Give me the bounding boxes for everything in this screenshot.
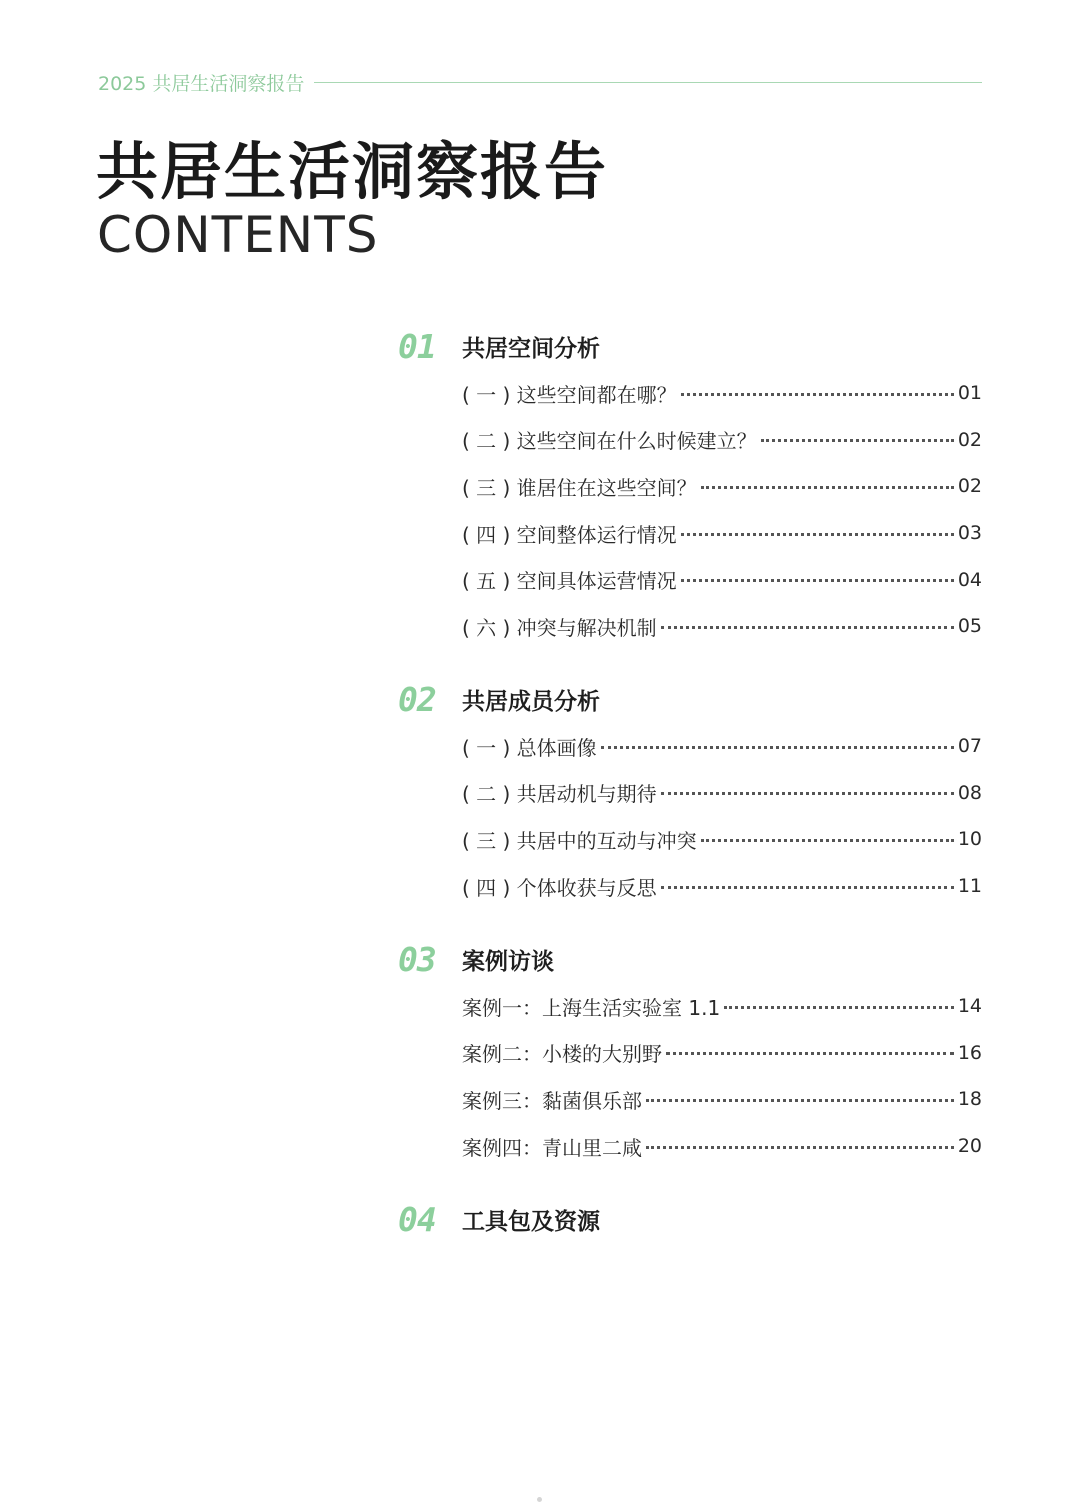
toc-entry[interactable] (462, 723, 982, 770)
section-heading[interactable] (398, 935, 982, 983)
entry-page-number: 10 (957, 828, 982, 851)
section-heading[interactable] (398, 1195, 982, 1243)
section-heading[interactable] (398, 675, 982, 723)
dot-leader (681, 579, 954, 582)
toc-section-01 (398, 322, 982, 675)
section-title: 案例访谈 (462, 948, 554, 975)
section-number: 04 (398, 1199, 436, 1239)
dot-leader (646, 1146, 954, 1149)
entry-label: ( 五 ) 空间具体运营情况 (462, 569, 677, 594)
entry-page-number: 05 (957, 615, 982, 638)
header-tag: 2025 共居生活洞察报告 (98, 72, 305, 95)
dot-leader (701, 486, 954, 489)
entry-label: ( 四 ) 个体收获与反思 (462, 875, 657, 900)
entry-page-number: 14 (957, 995, 982, 1018)
dot-leader (761, 439, 954, 442)
entry-page-number: 08 (957, 781, 982, 804)
entry-label: ( 一 ) 总体画像 (462, 735, 597, 760)
entry-page-number: 04 (957, 568, 982, 591)
dot-leader (646, 1099, 954, 1102)
section-number: 03 (398, 939, 436, 979)
dot-leader (661, 886, 954, 889)
toc-entry[interactable] (462, 1123, 982, 1170)
contents-label: CONTENTS (97, 206, 379, 264)
dot-leader (661, 792, 954, 795)
section-number: 02 (398, 679, 436, 719)
entry-label: ( 四 ) 空间整体运行情况 (462, 522, 677, 547)
entry-label: 案例四：青山里二咸 (462, 1135, 642, 1160)
toc-entry[interactable] (462, 1030, 982, 1077)
toc-entry[interactable] (462, 556, 982, 603)
dot-leader (661, 626, 954, 629)
entry-page-number: 02 (957, 475, 982, 498)
toc-entry[interactable] (462, 863, 982, 910)
toc-section-03 (398, 935, 982, 1195)
entry-label: ( 三 ) 谁居住在这些空间？ (462, 475, 697, 500)
toc-section-04 (398, 1195, 982, 1243)
toc-entry[interactable] (462, 983, 982, 1030)
report-header (98, 70, 982, 94)
page-indicator-dot (537, 1497, 542, 1502)
section-number: 01 (398, 326, 436, 366)
dot-leader (724, 1006, 954, 1009)
entry-label: 案例二：小楼的大别野 (462, 1042, 662, 1067)
toc-entry[interactable] (462, 417, 982, 464)
toc-entry[interactable] (462, 1076, 982, 1123)
section-heading[interactable] (398, 322, 982, 370)
dot-leader (701, 839, 954, 842)
entry-page-number: 01 (957, 382, 982, 405)
entry-page-number: 07 (957, 735, 982, 758)
table-of-contents (398, 322, 982, 1243)
dot-leader (601, 746, 954, 749)
toc-entry[interactable] (462, 463, 982, 510)
entry-label: 案例一：上海生活实验室 1.1 (462, 995, 721, 1020)
section-title: 共居空间分析 (462, 335, 600, 362)
entry-label: 案例三：黏菌俱乐部 (462, 1088, 642, 1113)
entry-label: ( 二 ) 这些空间在什么时候建立？ (462, 429, 757, 454)
entry-label: ( 一 ) 这些空间都在哪？ (462, 382, 677, 407)
toc-entry[interactable] (462, 510, 982, 557)
entry-label: ( 二 ) 共居动机与期待 (462, 782, 657, 807)
page-title: 共居生活洞察报告 (96, 135, 609, 208)
toc-entry[interactable] (462, 816, 982, 863)
toc-entry[interactable] (462, 370, 982, 417)
section-title: 共居成员分析 (462, 688, 600, 715)
entry-page-number: 16 (957, 1041, 982, 1064)
entry-page-number: 03 (957, 522, 982, 545)
entry-page-number: 18 (957, 1088, 982, 1111)
header-divider (314, 82, 982, 83)
entry-page-number: 11 (957, 875, 982, 898)
entry-page-number: 02 (957, 428, 982, 451)
entry-page-number: 20 (957, 1135, 982, 1158)
dot-leader (681, 533, 954, 536)
dot-leader (681, 393, 954, 396)
toc-entry[interactable] (462, 770, 982, 817)
section-title: 工具包及资源 (462, 1208, 600, 1235)
dot-leader (666, 1052, 954, 1055)
toc-entry[interactable] (462, 603, 982, 650)
entry-label: ( 三 ) 共居中的互动与冲突 (462, 828, 697, 853)
entry-label: ( 六 ) 冲突与解决机制 (462, 615, 657, 640)
toc-section-02 (398, 675, 982, 935)
